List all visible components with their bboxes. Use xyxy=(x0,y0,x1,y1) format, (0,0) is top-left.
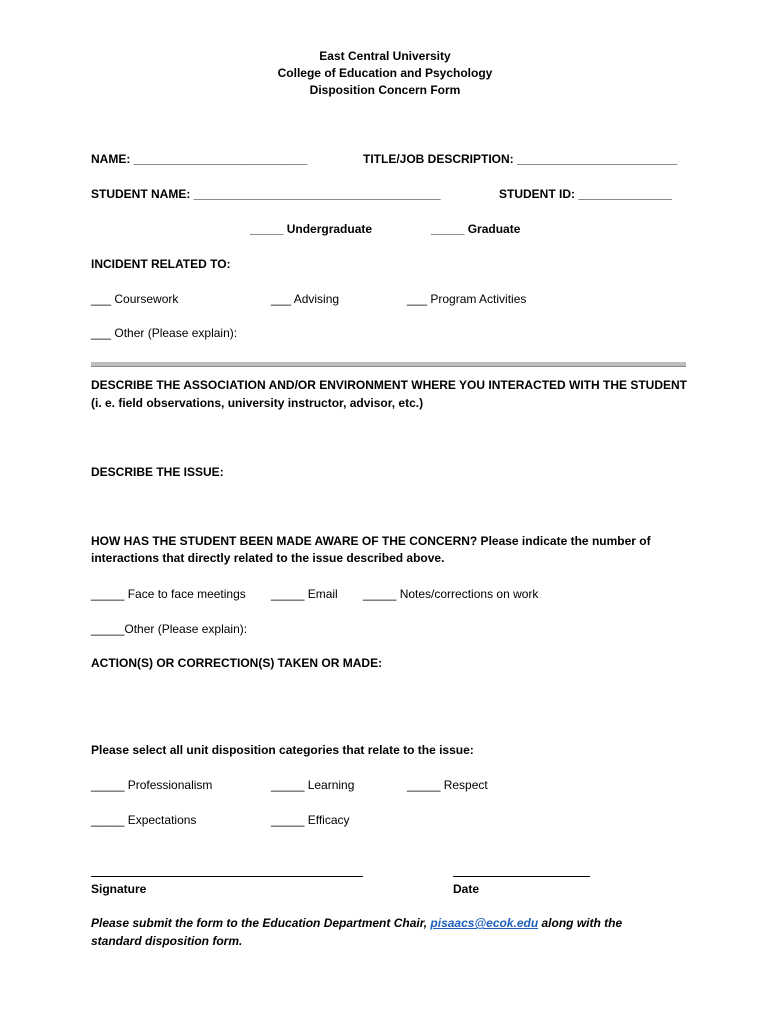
face-to-face-option[interactable]: _____ Face to face meetings xyxy=(91,587,246,601)
title-job-field[interactable]: TITLE/JOB DESCRIPTION: ________________________ xyxy=(363,152,678,166)
student-id-field[interactable]: STUDENT ID: ______________ xyxy=(499,187,672,201)
undergraduate-option[interactable]: _____ Undergraduate xyxy=(250,222,373,236)
college-name: College of Education and Psychology xyxy=(277,66,493,80)
issue-heading: DESCRIBE THE ISSUE: xyxy=(91,465,224,479)
efficacy-option[interactable]: _____ Efficacy xyxy=(271,813,350,827)
graduate-option[interactable]: _____ Graduate xyxy=(431,222,521,236)
notes-corrections-option[interactable]: _____ Notes/corrections on work xyxy=(363,587,539,601)
signature-line[interactable] xyxy=(91,876,363,877)
submit-text-prefix: Please submit the form to the Education Department Chair, xyxy=(91,916,431,930)
awareness-heading: HOW HAS THE STUDENT BEEN MADE AWARE OF THE CONCERN? Please indicate the number of xyxy=(91,534,651,548)
date-line[interactable] xyxy=(453,876,590,877)
actions-heading: ACTION(S) OR CORRECTION(S) TAKEN OR MADE: xyxy=(91,656,383,670)
advising-option[interactable]: ___ Advising xyxy=(271,292,340,306)
categories-heading: Please select all unit disposition categories that relate to the issue: xyxy=(91,743,474,757)
incident-heading: INCIDENT RELATED TO: xyxy=(91,257,231,271)
awareness-other-option[interactable]: _____Other (Please explain): xyxy=(91,622,248,636)
incident-other-option[interactable]: ___ Other (Please explain): xyxy=(91,326,238,340)
university-name: East Central University xyxy=(319,49,451,63)
signature-label: Signature xyxy=(91,882,147,896)
section-divider xyxy=(91,362,686,367)
association-subheading: (i. e. field observations, university instructor, advisor, etc.) xyxy=(91,396,424,410)
submit-instructions xyxy=(91,915,622,931)
coursework-option[interactable]: ___ Coursework xyxy=(91,292,179,306)
submit-text-suffix: along with the xyxy=(538,916,623,930)
email-option[interactable]: _____ Email xyxy=(271,587,338,601)
respect-option[interactable]: _____ Respect xyxy=(407,778,488,792)
form-title: Disposition Concern Form xyxy=(309,83,461,97)
chair-email-link[interactable]: pisaacs@ecok.edu xyxy=(430,916,539,930)
professionalism-option[interactable]: _____ Professionalism xyxy=(91,778,213,792)
name-field[interactable]: NAME: __________________________ xyxy=(91,152,308,166)
learning-option[interactable]: _____ Learning xyxy=(271,778,355,792)
awareness-subheading: interactions that directly related to the issue described above. xyxy=(91,551,445,565)
submit-instructions-line2: standard disposition form. xyxy=(91,934,243,948)
date-label: Date xyxy=(453,882,480,896)
expectations-option[interactable]: _____ Expectations xyxy=(91,813,197,827)
association-heading: DESCRIBE THE ASSOCIATION AND/OR ENVIRONMENT WHERE YOU INTERACTED WITH THE STUDENT xyxy=(91,378,688,392)
program-activities-option[interactable]: ___ Program Activities xyxy=(407,292,527,306)
student-name-field[interactable]: STUDENT NAME: _____________________________________ xyxy=(91,187,441,201)
